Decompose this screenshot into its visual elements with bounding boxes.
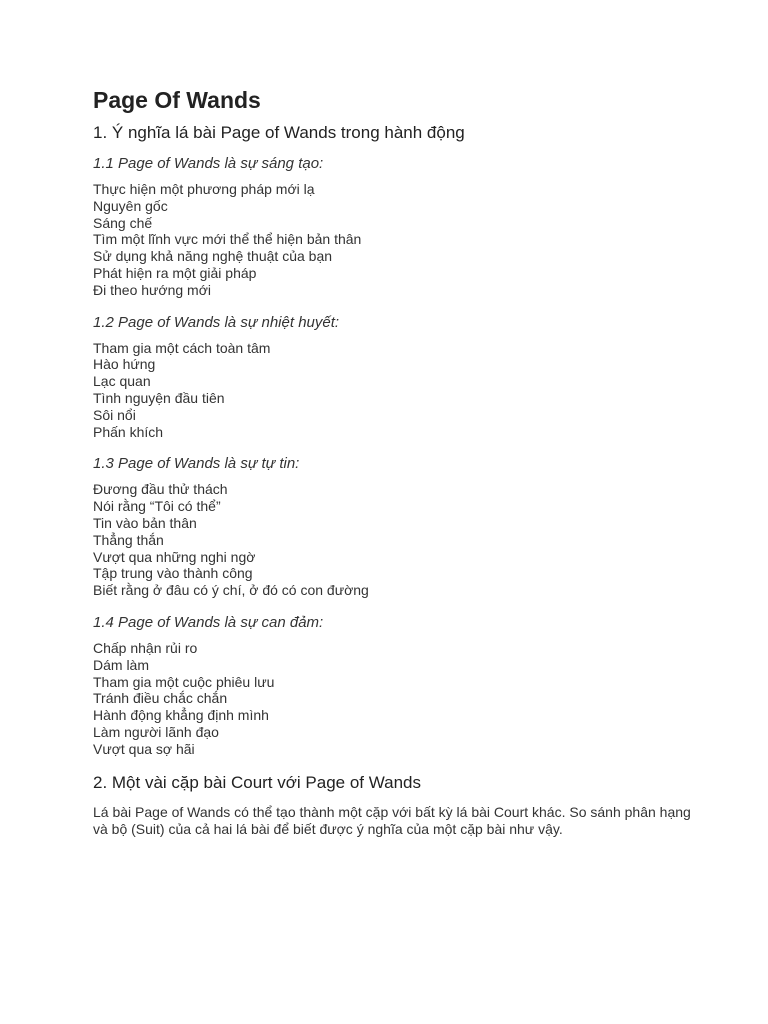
subsection-1-4-heading: 1.4 Page of Wands là sự can đảm: — [93, 613, 324, 631]
section-2-paragraph: Lá bài Page of Wands có thể tạo thành một cặp với bất kỳ lá bài Court khác. So sánh phân hạng và bộ (Suit) của cả hai lá bài để biết được ý nghĩa của một cặp bài như vậy. — [93, 803, 691, 837]
subsection-1-3-heading: 1.3 Page of Wands là sự tự tin: — [93, 455, 300, 473]
list-item: Sôi nổi — [93, 406, 136, 423]
list-item: Phát hiện ra một giải pháp — [93, 264, 257, 281]
list-item: Đi theo hướng mới — [93, 281, 212, 298]
list-item: Vượt qua sợ hãi — [93, 740, 195, 757]
list-item: Đương đầu thử thách — [93, 481, 228, 498]
subsection-1-4-list — [93, 640, 693, 758]
list-item: Phấn khích — [93, 423, 164, 440]
list-item: Tham gia một cách toàn tâm — [93, 339, 271, 356]
list-item: Nguyên gốc — [93, 197, 168, 214]
list-item: Sử dụng khả năng nghệ thuật của bạn — [93, 248, 333, 265]
subsection-1-2-list — [93, 340, 693, 441]
list-item: Thẳng thắn — [93, 531, 164, 548]
document-title: Page Of Wands — [93, 87, 261, 113]
list-item: Vượt qua những nghi ngờ — [93, 548, 256, 565]
list-item: Thực hiện một phương pháp mới lạ — [93, 181, 315, 197]
list-item: Sáng chế — [93, 214, 153, 231]
list-item: Lạc quan — [93, 373, 151, 390]
subsection-1-1-list — [93, 181, 693, 299]
list-item: Tập trung vào thành công — [93, 565, 253, 582]
list-item: Dám làm — [93, 656, 150, 673]
list-item: Tin vào bản thân — [93, 514, 197, 531]
list-item: Tình nguyện đầu tiên — [93, 389, 225, 406]
list-item: Nói rằng “Tôi có thể” — [93, 498, 221, 515]
subsection-1-1-heading: 1.1 Page of Wands là sự sáng tạo: — [93, 155, 324, 172]
list-item: Hào hứng — [93, 356, 156, 373]
subsection-1-3-list — [93, 481, 693, 599]
list-item: Chấp nhận rủi ro — [93, 639, 198, 656]
list-item: Biết rằng ở đâu có ý chí, ở đó có con đường — [93, 582, 369, 599]
subsection-1-2-heading: 1.2 Page of Wands là sự nhiệt huyết: — [93, 313, 340, 331]
document-page — [93, 86, 693, 838]
section-2-heading: 2. Một vài cặp bài Court với Page of Wands — [93, 772, 422, 792]
list-item: Hành động khẳng định mình — [93, 707, 269, 724]
list-item: Tìm một lĩnh vực mới thể thể hiện bản thân — [93, 231, 362, 248]
list-item: Tham gia một cuộc phiêu lưu — [93, 673, 275, 690]
list-item: Tránh điều chắc chắn — [93, 690, 228, 707]
section-1-heading: 1. Ý nghĩa lá bài Page of Wands trong hành động — [93, 123, 465, 142]
list-item: Làm người lãnh đạo — [93, 723, 219, 740]
